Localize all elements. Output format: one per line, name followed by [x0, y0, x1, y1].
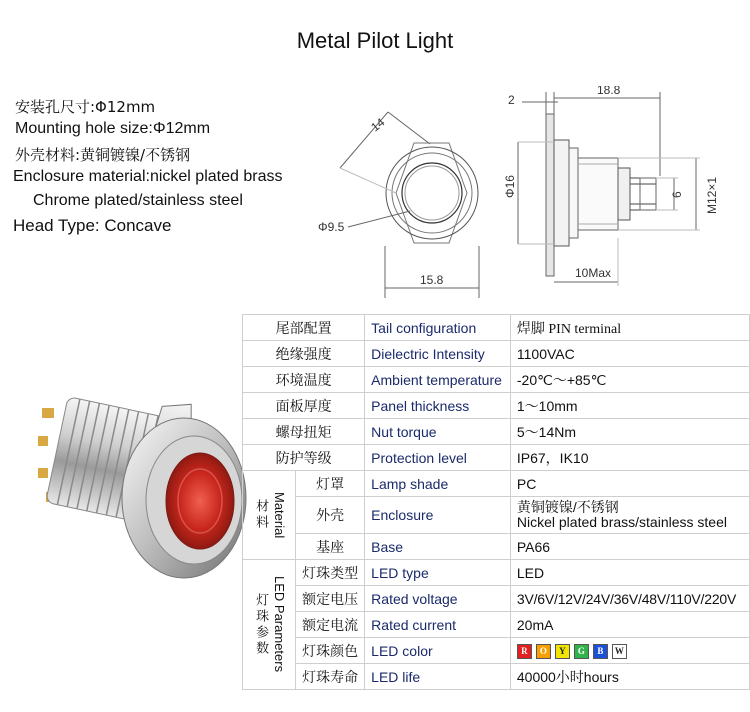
row-cn: 额定电流 [296, 612, 365, 638]
row-val: IP67，IK10 [510, 445, 749, 471]
row-cn: 额定电压 [296, 586, 365, 612]
material-group-label [243, 471, 296, 560]
row-cn: 灯珠颜色 [296, 638, 365, 664]
row-cn: 环境温度 [243, 367, 365, 393]
row-en: Ambient temperature [365, 367, 511, 393]
dim-9-5: Φ9.5 [318, 220, 345, 234]
dim-6: 6 [670, 191, 684, 198]
row-en: LED type [365, 560, 511, 586]
table-row [243, 664, 750, 690]
table-row [243, 560, 750, 586]
led-color-swatch: B [593, 644, 608, 659]
row-val: 40000小时hours [510, 664, 749, 690]
dimension-drawing [300, 86, 750, 298]
head-type: Head Type: Concave [13, 216, 172, 235]
row-val: LED [510, 560, 749, 586]
dim-10max: 10Max [575, 266, 612, 280]
enclosure-material-en: Enclosure material:nickel plated brass [13, 168, 283, 185]
row-val: PA66 [510, 534, 749, 560]
row-en: Dielectric Intensity [365, 341, 511, 367]
led-color-swatches [510, 638, 749, 664]
row-en: LED life [365, 664, 511, 690]
row-cn: 基座 [296, 534, 365, 560]
dim-15-8: 15.8 [420, 273, 444, 287]
table-row [243, 612, 750, 638]
table-row [243, 341, 750, 367]
table-row [243, 315, 750, 341]
table-row [243, 445, 750, 471]
enclosure-material-en-2: Chrome plated/stainless steel [33, 192, 243, 209]
dim-16: Φ16 [503, 175, 517, 198]
enclosure-val-cn: 黄铜镀镍/不锈钢 [516, 499, 619, 515]
row-en: LED color [365, 638, 511, 664]
table-row [243, 534, 750, 560]
row-cn: 灯罩 [296, 471, 365, 497]
led-group-en: LED Parameters [272, 576, 288, 673]
row-cn: 防护等级 [243, 445, 365, 471]
led-group-label [243, 560, 296, 690]
table-row [243, 586, 750, 612]
row-en: Rated current [365, 612, 511, 638]
led-color-swatch: Y [555, 644, 570, 659]
row-cn: 绝缘强度 [243, 341, 365, 367]
side-view [518, 92, 700, 286]
table-row [243, 367, 750, 393]
table-row [243, 638, 750, 664]
row-val: 1～10mm [510, 393, 749, 419]
led-color-swatch: G [574, 644, 589, 659]
table-row [243, 497, 750, 534]
row-en: Enclosure [365, 497, 511, 534]
row-cn: 尾部配置 [243, 315, 365, 341]
product-photo [24, 380, 254, 600]
row-en: Tail configuration [365, 315, 511, 341]
led-color-swatch: W [612, 644, 627, 659]
spec-table [242, 314, 750, 690]
front-view [340, 112, 479, 298]
enclosure-material-cn: 外壳材料:黄铜镀镍/不锈钢 [15, 146, 191, 164]
row-val [510, 497, 749, 534]
material-group-cn: 材料 [253, 499, 269, 531]
row-val: 3V/6V/12V/24V/36V/48V/110V/220V [510, 586, 749, 612]
page-title: Metal Pilot Light [296, 28, 454, 53]
row-cn: 灯珠寿命 [296, 664, 365, 690]
row-cn: 灯珠类型 [296, 560, 365, 586]
row-en: Protection level [365, 445, 511, 471]
dim-18-8: 18.8 [597, 86, 621, 97]
led-group-cn: 灯珠参数 [253, 592, 269, 657]
row-en: Nut torque [365, 419, 511, 445]
dim-m12: M12×1 [705, 176, 719, 214]
row-val: 20mA [510, 612, 749, 638]
row-val: 焊脚 PIN terminal [510, 315, 749, 341]
material-group-en: Material [272, 491, 288, 539]
row-val: -20℃～+85℃ [510, 367, 749, 393]
row-val: 1100VAC [510, 341, 749, 367]
row-cn: 螺母扭矩 [243, 419, 365, 445]
row-cn: 面板厚度 [243, 393, 365, 419]
row-en: Panel thickness [365, 393, 511, 419]
enclosure-val-en: Nickel plated brass/stainless steel [516, 514, 727, 530]
row-val: 5～14Nm [510, 419, 749, 445]
row-cn: 外壳 [296, 497, 365, 534]
led-color-swatch: R [517, 644, 532, 659]
row-en: Rated voltage [365, 586, 511, 612]
dim-14: 14 [368, 115, 388, 135]
row-val: PC [510, 471, 749, 497]
mount-size-cn: 安装孔尺寸:Φ12mm [15, 98, 156, 116]
led-color-swatch: O [536, 644, 551, 659]
mount-size-en: Mounting hole size:Φ12mm [15, 120, 211, 137]
dim-2: 2 [508, 93, 515, 107]
row-en: Lamp shade [365, 471, 511, 497]
table-row [243, 471, 750, 497]
table-row [243, 393, 750, 419]
table-row [243, 419, 750, 445]
row-en: Base [365, 534, 511, 560]
